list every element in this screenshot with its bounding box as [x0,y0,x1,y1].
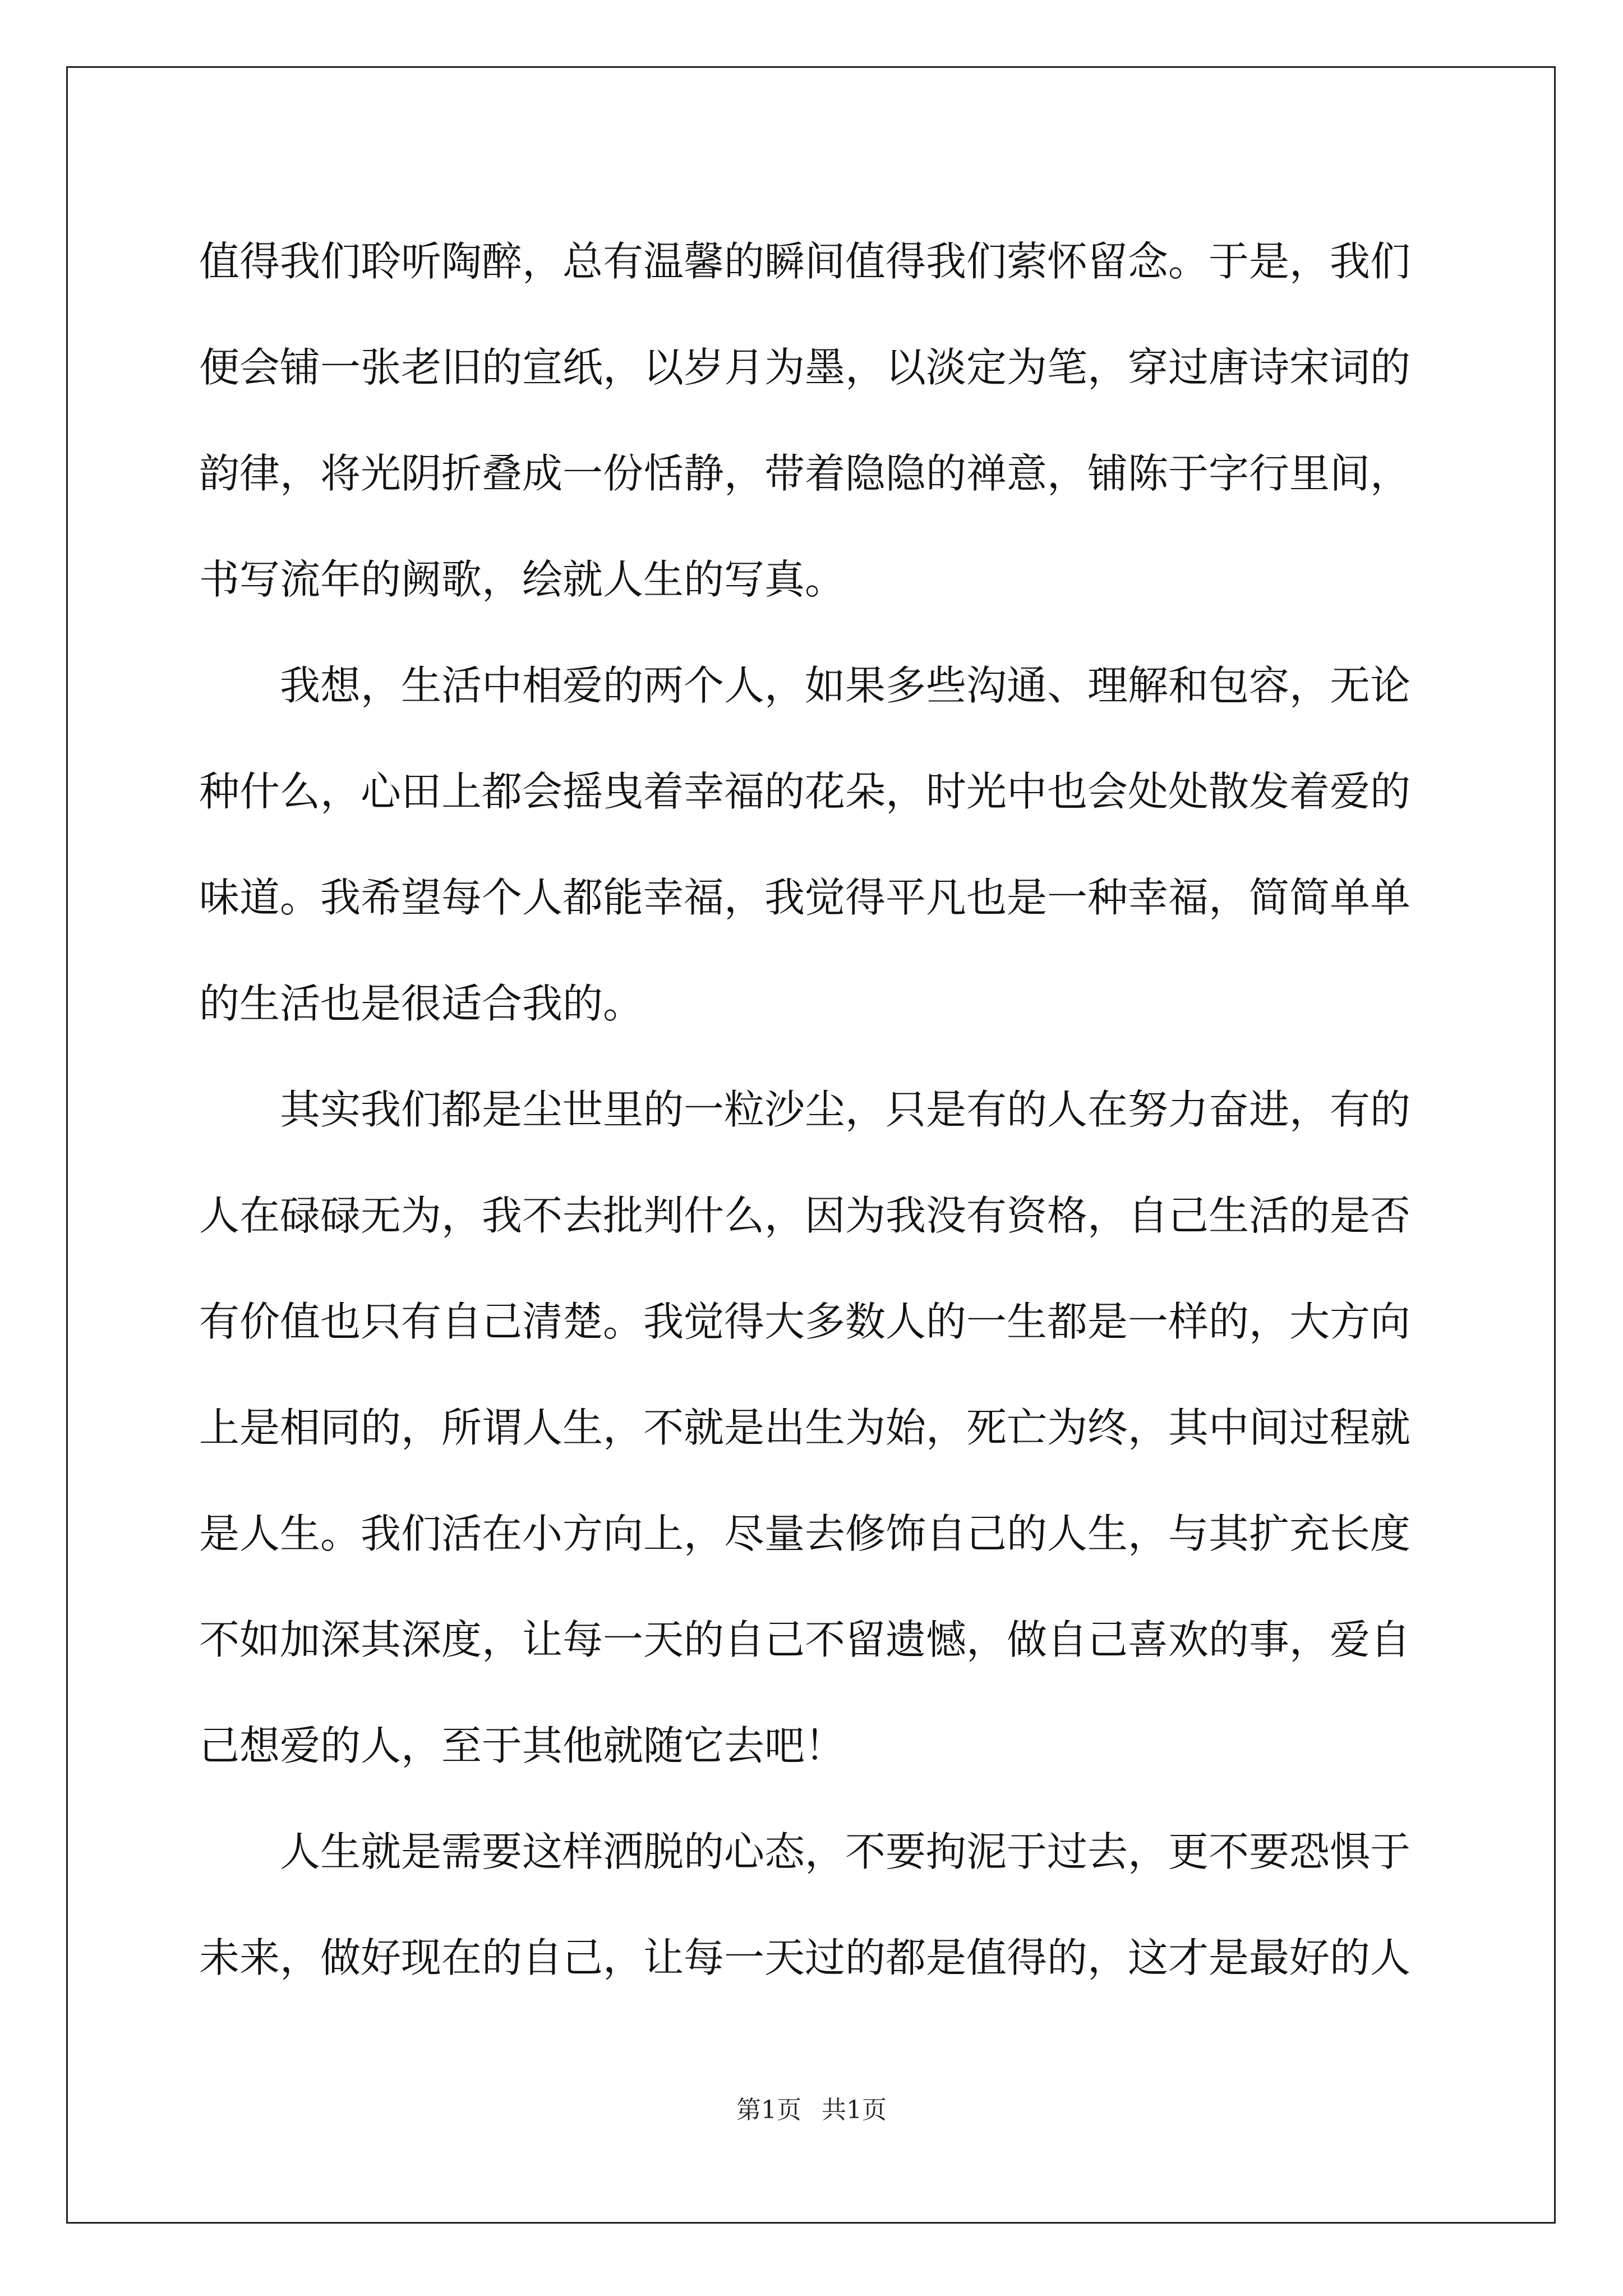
text-line-14: 不如加深其深度，让每一天的自己不留遗憾，做自己喜欢的事，爱自 [199,1616,1411,1663]
text-line-17: 未来，做好现在的自己，让每一天过的都是值得的，这才是最好的人 [199,1934,1411,1981]
document-body [199,209,1427,2011]
page-number: 第1页 [736,2096,801,2124]
text-line-9: 其实我们都是尘世里的一粒沙尘，只是有的人在努力奋进，有的 [199,1086,1411,1133]
text-line-16: 人生就是需要这样洒脱的心态，不要拘泥于过去，更不要恐惧于 [199,1828,1411,1875]
text-line-5: 我想，生活中相爱的两个人，如果多些沟通、理解和包容，无论 [199,662,1411,709]
page-total: 共1页 [822,2096,887,2124]
text-line-11: 有价值也只有自己清楚。我觉得大多数人的一生都是一样的，大方向 [199,1298,1411,1345]
text-line-12: 上是相同的，所谓人生，不就是出生为始，死亡为终，其中间过程就 [199,1404,1411,1451]
text-line-8: 的生活也是很适合我的。 [199,980,644,1027]
text-line-6: 种什么，心田上都会摇曳着幸福的花朵，时光中也会处处散发着爱的 [199,768,1411,815]
text-line-13: 是人生。我们活在小方向上，尽量去修饰自己的人生，与其扩充长度 [199,1510,1411,1557]
text-line-2: 便会铺一张老旧的宣纸，以岁月为墨，以淡定为笔，穿过唐诗宋词的 [199,344,1411,391]
text-line-15: 己想爱的人，至于其他就随它去吧！ [199,1722,846,1769]
text-line-4: 书写流年的阙歌，绘就人生的写真。 [199,556,846,603]
text-line-10: 人在碌碌无为，我不去批判什么，因为我没有资格，自己生活的是否 [199,1192,1411,1239]
text-line-3: 韵律，将光阴折叠成一份恬静，带着隐隐的禅意，铺陈于字行里间， [199,450,1411,497]
page-footer [0,2090,1623,2125]
text-line-7: 味道。我希望每个人都能幸福，我觉得平凡也是一种幸福，简简单单 [199,874,1411,921]
text-line-1: 值得我们聆听陶醉，总有温馨的瞬间值得我们萦怀留念。于是，我们 [199,238,1411,285]
